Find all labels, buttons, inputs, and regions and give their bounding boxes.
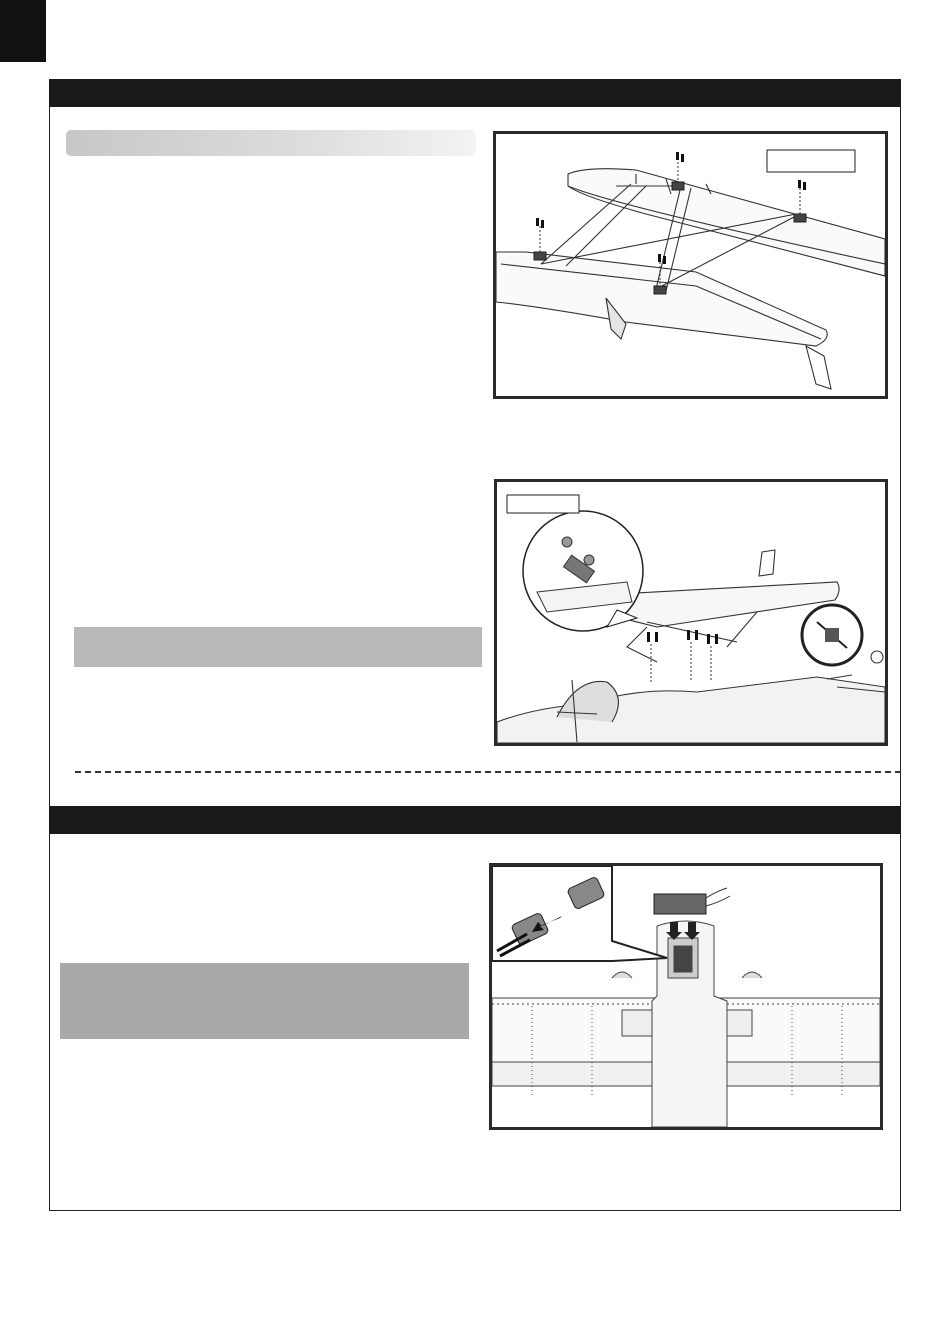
battery-install-diagram bbox=[489, 863, 883, 1130]
section-header-bar-battery bbox=[49, 806, 901, 834]
note-box-float bbox=[74, 627, 482, 667]
screw-mount-3 bbox=[672, 182, 684, 190]
battery-install-drawing bbox=[492, 866, 880, 1127]
float-assembly-drawing bbox=[496, 134, 885, 396]
callout-box-detail bbox=[507, 495, 579, 513]
screw-mount-2 bbox=[654, 286, 666, 294]
section-divider-dashed bbox=[75, 771, 901, 773]
page-corner-tab bbox=[0, 0, 46, 62]
callout-box-float bbox=[767, 150, 855, 172]
battery-icon bbox=[654, 894, 706, 914]
float-assembly-diagram bbox=[493, 131, 888, 399]
screw-mount-1 bbox=[534, 252, 546, 260]
screw-mount-4 bbox=[794, 214, 806, 222]
subheading-gradient-bar bbox=[66, 130, 476, 156]
note-box-battery bbox=[60, 963, 469, 1039]
section-header-bar-float bbox=[49, 79, 901, 107]
float-mount-detail-diagram bbox=[494, 479, 888, 746]
float-mount-drawing bbox=[497, 482, 885, 743]
